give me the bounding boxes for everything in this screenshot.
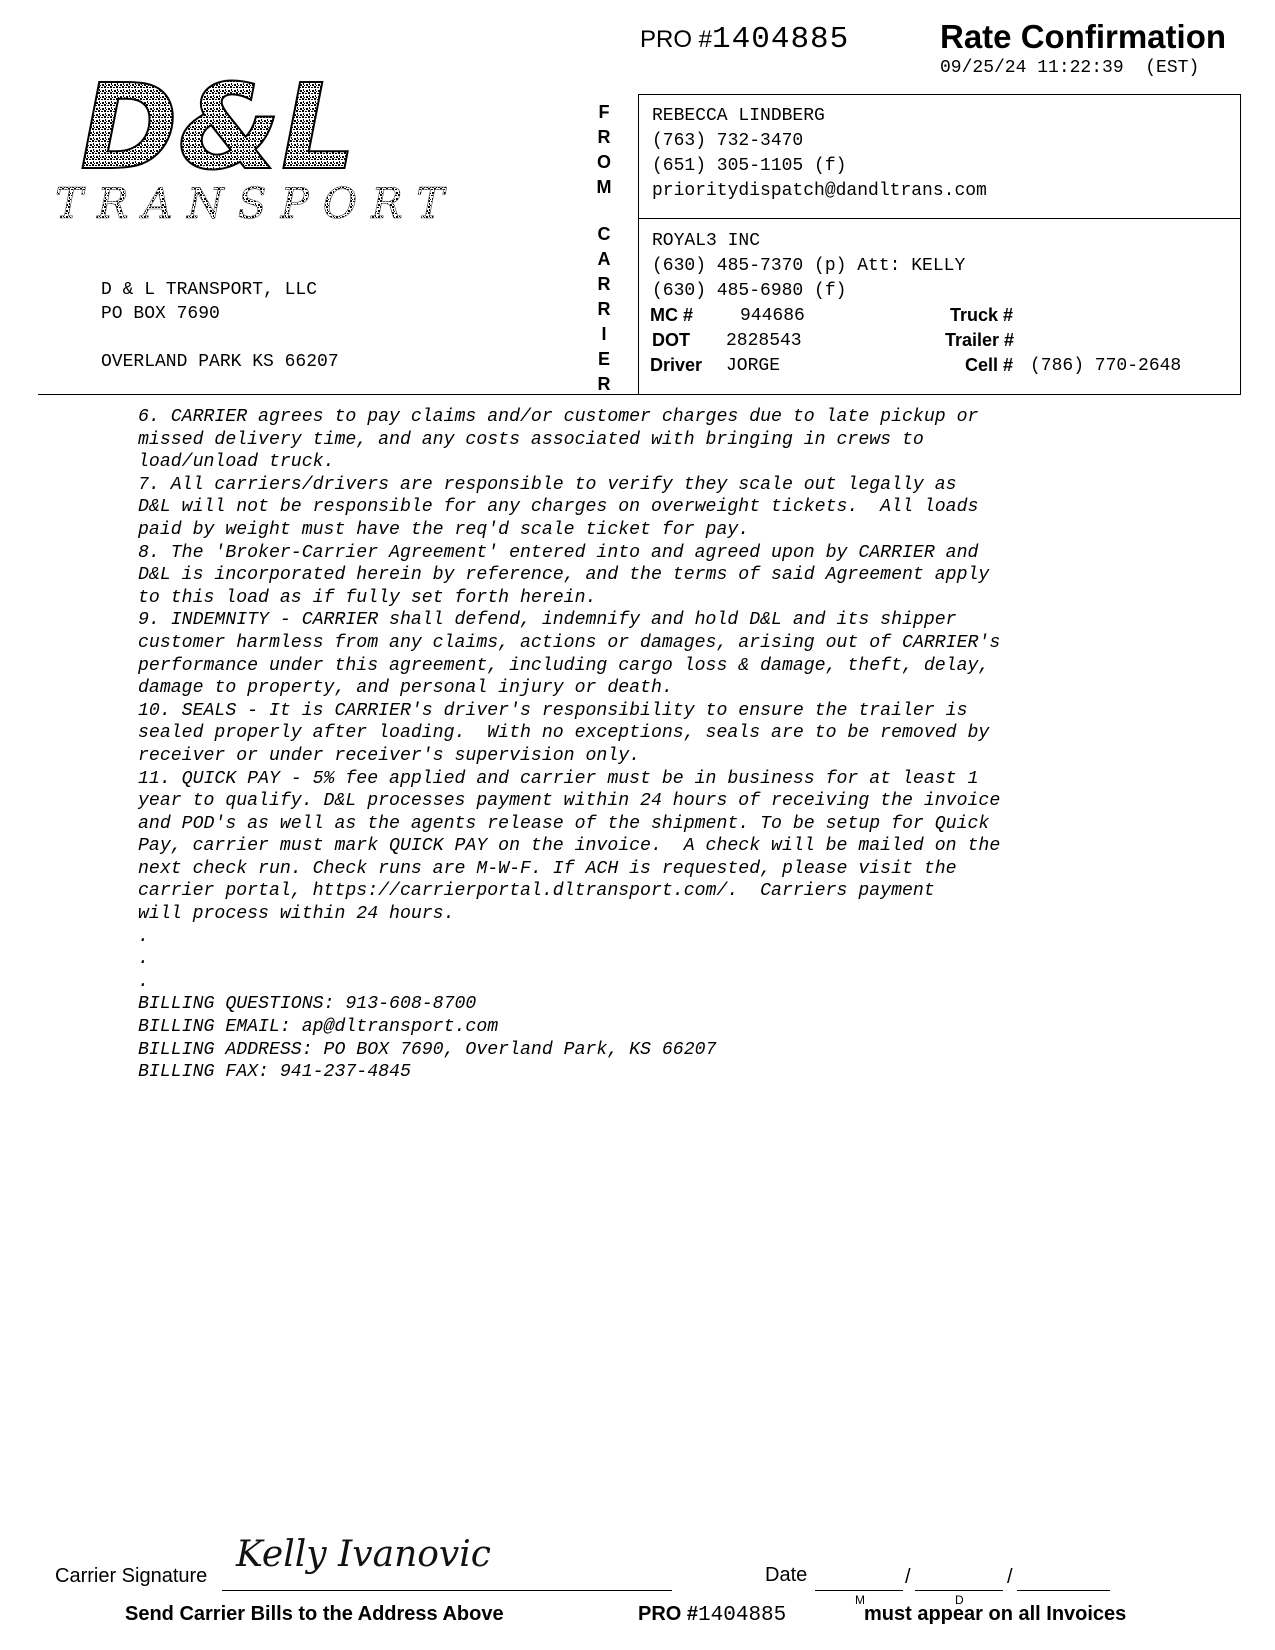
carrier-name: ROYAL3 INC	[652, 231, 761, 251]
timestamp: 09/25/24 11:22:39 (EST)	[940, 58, 1200, 78]
pro-number: 1404885	[712, 22, 850, 57]
term-11: 11. QUICK PAY - 5% fee applied and carrier must be in business for at least 1 year to qualify. D&L processes payment within 24 hours of receiving the invoice and POD's as well as the agents release of the shipment. To be setup for Quick Pay, carrier must mark QUICK PAY on the invoice. A check will be mailed on the next check run. Check runs are M-W-F. If ACH is requested, please visit the carrier portal, https://carrierportal.dltransport.com/. Carriers payment will process within 24 hours.	[138, 768, 1001, 925]
send-bills-note: Send Carrier Bills to the Address Above	[125, 1603, 504, 1625]
svg-text:TRANSPORT: TRANSPORT	[55, 179, 459, 228]
from-name: REBECCA LINDBERG	[652, 106, 825, 126]
cell-label: Cell #	[965, 355, 1014, 375]
pro-number: 1404885	[698, 1604, 787, 1627]
terms-and-conditions	[138, 406, 1138, 1084]
pro-number-footer	[638, 1603, 786, 1627]
term-6: 6. CARRIER agrees to pay claims and/or customer charges due to late pickup or missed delivery time, and any costs associated with bringing in crews to load/unload truck.	[138, 407, 979, 473]
carrier-fax: (630) 485-6980 (f)	[652, 281, 847, 301]
company-city-state-zip: OVERLAND PARK KS 66207	[101, 352, 339, 372]
separator-dot: .	[138, 971, 149, 992]
dl-transport-logo-icon	[50, 68, 470, 228]
truck-label: Truck #	[950, 305, 1014, 325]
carrier-phone: (630) 485-7370 (p) Att: KELLY	[652, 256, 966, 276]
mc-label: MC #	[650, 305, 694, 325]
term-8: 8. The 'Broker-Carrier Agreement' entered into and agreed upon by CARRIER and D&L is incorporated herein by reference, and the terms of said Agreement apply to this load as if fully set forth herein.	[138, 542, 990, 608]
cell-value: (786) 770-2648	[1030, 356, 1182, 376]
billing-questions: BILLING QUESTIONS: 913-608-8700	[138, 994, 477, 1015]
signature-label: Carrier Signature	[55, 1565, 208, 1587]
from-phone: (763) 732-3470	[652, 131, 804, 151]
pro-label: PRO #	[640, 26, 713, 53]
month-label: M	[855, 1593, 865, 1607]
mc-value: 944686	[740, 306, 805, 326]
dot-value: 2828543	[726, 331, 802, 351]
driver-label: Driver	[650, 355, 703, 375]
billing-fax: BILLING FAX: 941-237-4845	[138, 1062, 411, 1083]
pro-number-header	[640, 22, 849, 57]
date-label: Date	[765, 1564, 808, 1586]
separator-dot: .	[138, 926, 149, 947]
svg-text:Kelly Ivanovic: Kelly Ivanovic	[236, 1534, 491, 1575]
svg-text:D&L: D&L	[80, 68, 357, 196]
carrier-signature	[232, 1528, 492, 1598]
billing-email: BILLING EMAIL: ap@dltransport.com	[138, 1017, 499, 1038]
separator-dot: .	[138, 949, 149, 970]
company-po-box: PO BOX 7690	[101, 304, 220, 324]
day-label: D	[955, 1593, 964, 1607]
from-vertical-label: F R O M	[596, 102, 612, 197]
term-7: 7. All carriers/drivers are responsible to verify they scale out legally as D&L will not be responsible for any charges on overweight tickets. All loads paid by weight must have the req'd scale ticket for pay.	[138, 474, 979, 540]
date-month-line[interactable]	[815, 1590, 903, 1591]
document-title: Rate Confirmation	[940, 18, 1227, 55]
billing-address: BILLING ADDRESS: PO BOX 7690, Overland Park, KS 66207	[138, 1039, 717, 1060]
header-divider	[38, 394, 1240, 395]
driver-value: JORGE	[726, 356, 781, 376]
date-year-line[interactable]	[1017, 1590, 1110, 1591]
company-name: D & L TRANSPORT, LLC	[101, 280, 318, 300]
from-email[interactable]: prioritydispatch@dandltrans.com	[652, 181, 987, 201]
date-day-line[interactable]	[915, 1590, 1003, 1591]
must-appear-note: must appear on all Invoices	[864, 1603, 1127, 1625]
date-slash: /	[1007, 1566, 1013, 1588]
trailer-label: Trailer #	[945, 330, 1015, 350]
pro-label: PRO #	[638, 1603, 699, 1625]
date-slash: /	[905, 1566, 911, 1588]
carrier-vertical-label: C A R R I E R	[597, 224, 611, 394]
company-logo	[50, 68, 470, 228]
from-fax: (651) 305-1105 (f)	[652, 156, 847, 176]
dot-label: DOT	[652, 330, 690, 350]
term-10: 10. SEALS - It is CARRIER's driver's responsibility to ensure the trailer is sealed properly after loading. With no exceptions, seals are to be removed by receiver or under receiver's supervision only.	[138, 700, 990, 766]
term-9: 9. INDEMNITY - CARRIER shall defend, indemnify and hold D&L and its shipper customer harmless from any claims, actions or damages, arising out of CARRIER's performance under this agreement, including cargo loss & damage, theft, delay, damage to property, and personal injury or death.	[138, 610, 1001, 699]
